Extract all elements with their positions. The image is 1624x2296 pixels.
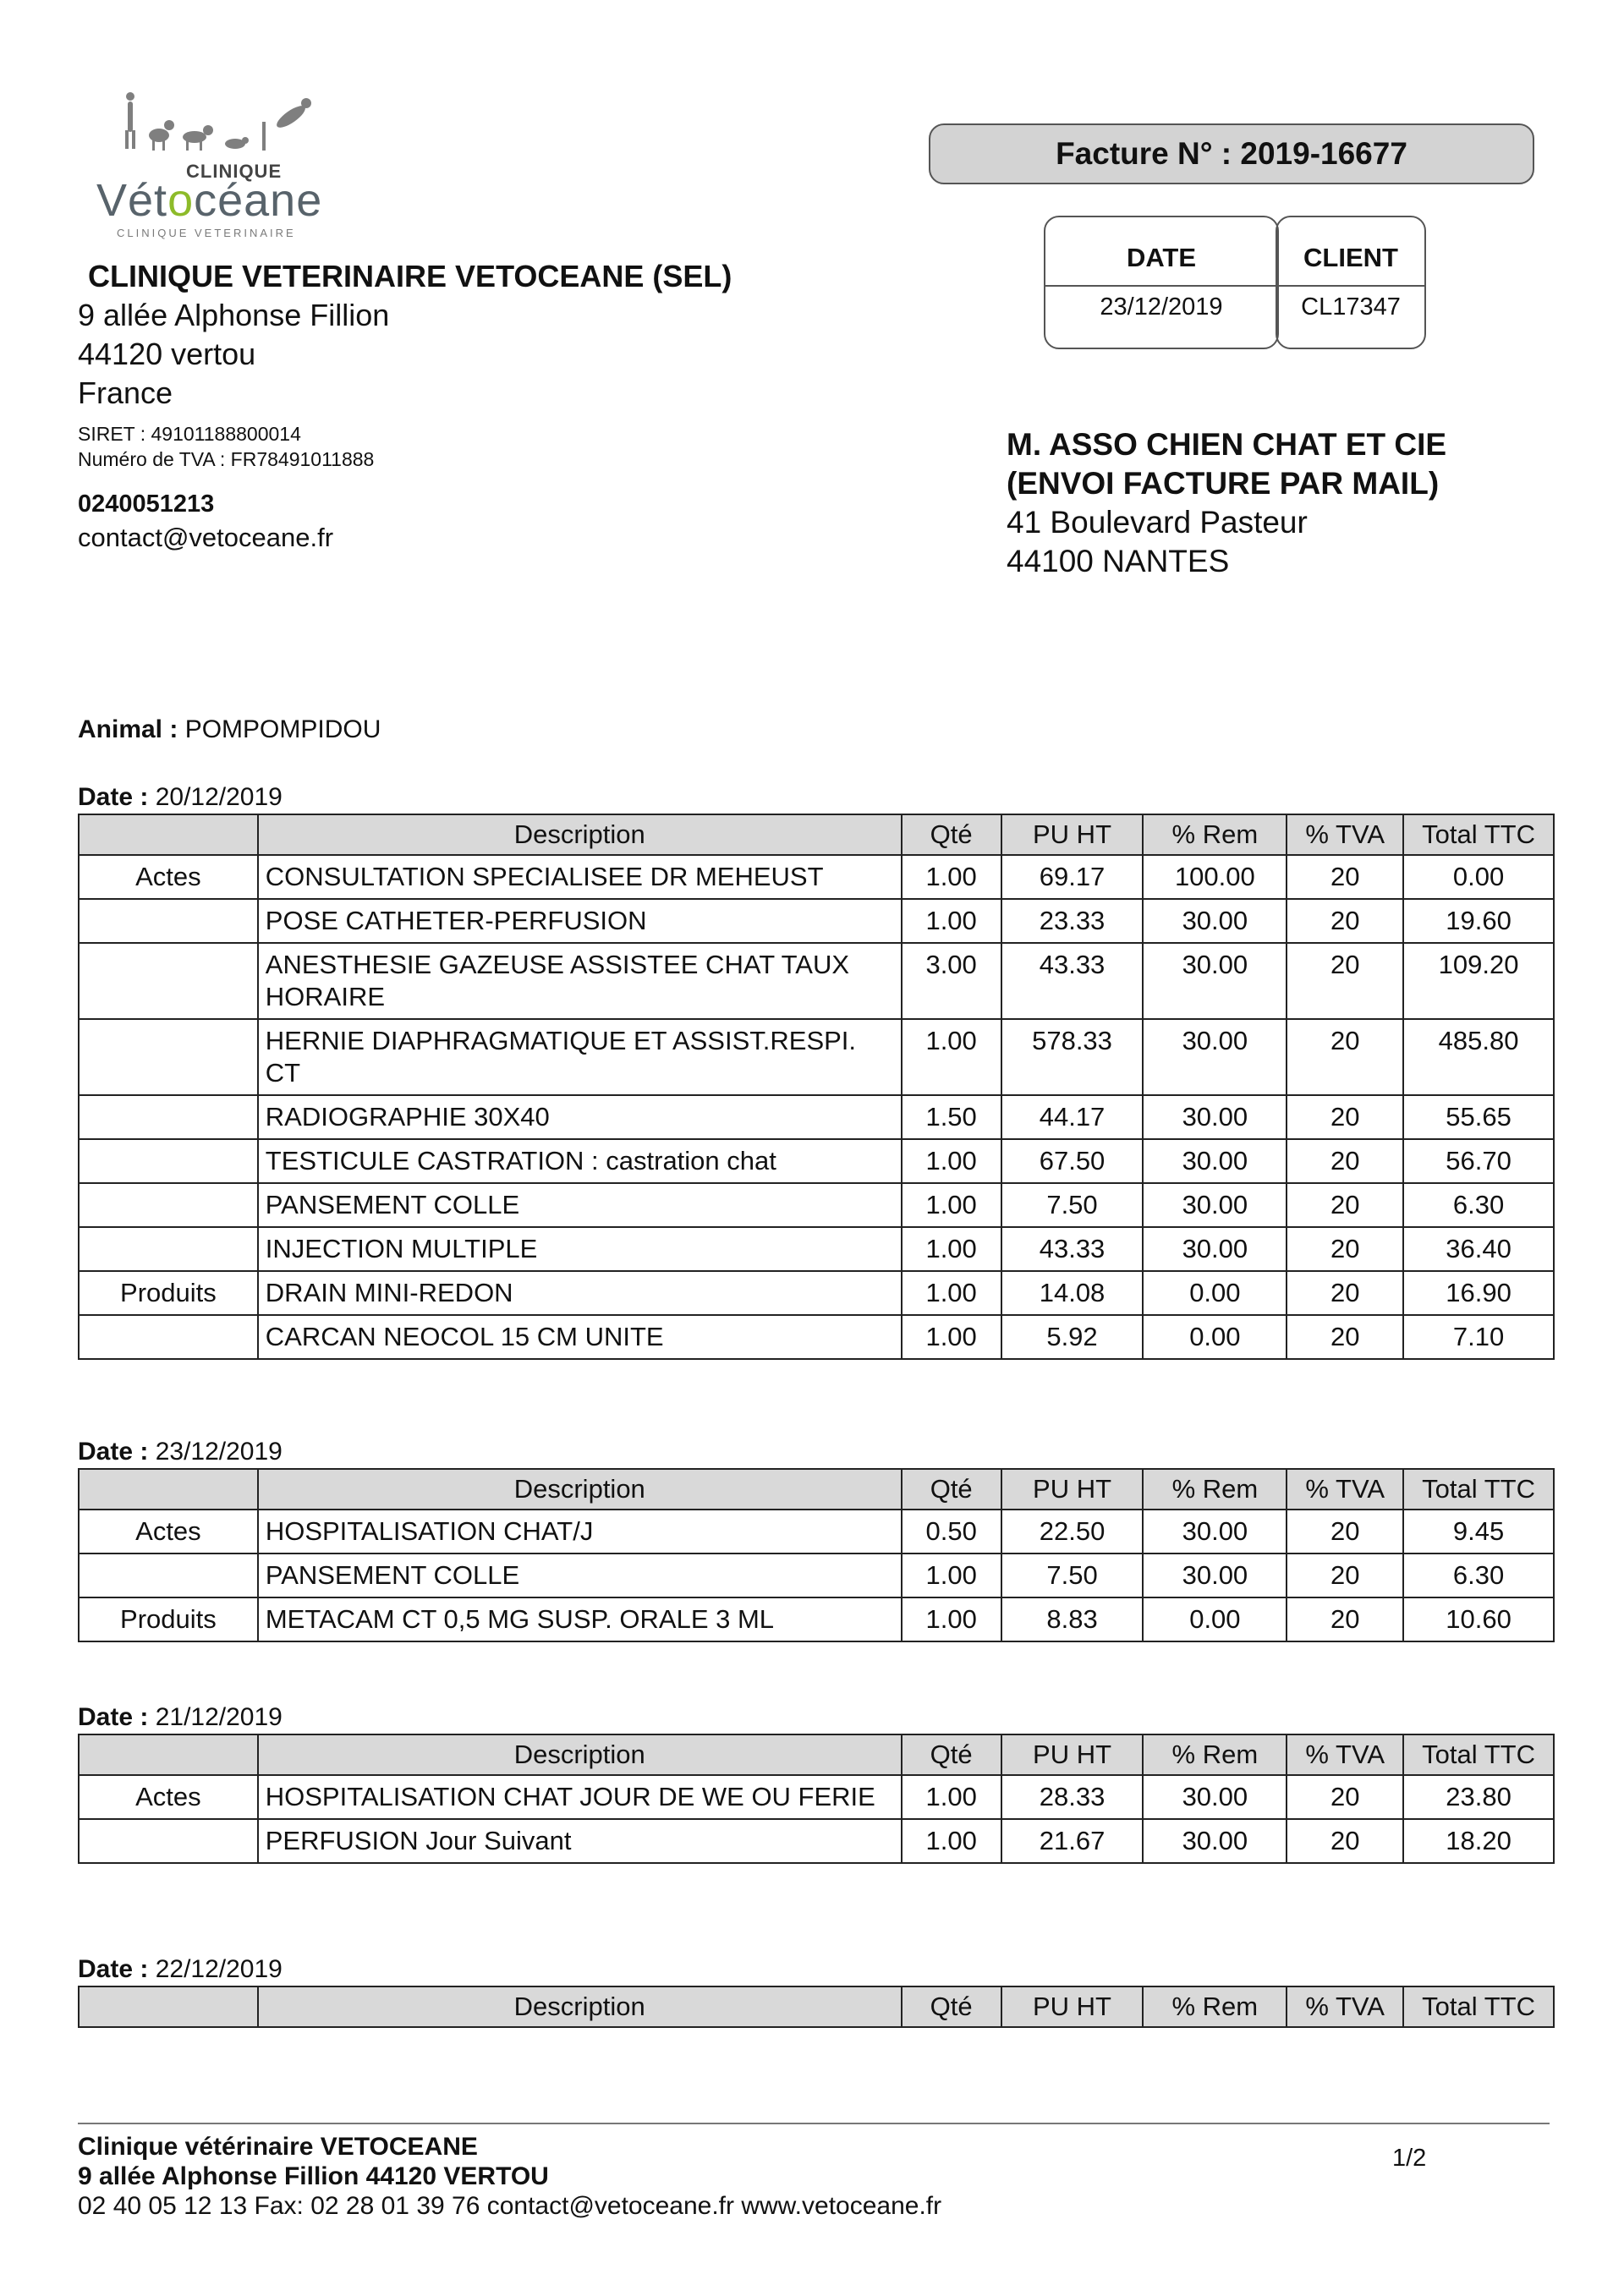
row-category: Actes [79, 1775, 258, 1819]
row-value: 1.50 [902, 1095, 1001, 1139]
section-date-line [78, 1438, 283, 1466]
clinic-address-line2: 44120 vertou [78, 337, 256, 371]
row-value: 56.70 [1403, 1139, 1554, 1183]
row-value: 69.17 [1001, 855, 1144, 899]
table-row [79, 1775, 1554, 1819]
row-value: 30.00 [1143, 1775, 1287, 1819]
logo-subtitle: CLINIQUE VETERINAIRE [117, 227, 296, 239]
row-value: 0.00 [1143, 1597, 1287, 1641]
row-category: Produits [79, 1271, 258, 1315]
column-header: Qté [902, 1986, 1001, 2027]
row-value: 30.00 [1143, 1139, 1287, 1183]
row-category [79, 1315, 258, 1359]
row-value: 20 [1287, 899, 1403, 943]
column-header: Qté [902, 814, 1001, 855]
row-value: 5.92 [1001, 1315, 1144, 1359]
section-date-value: 21/12/2019 [155, 1703, 283, 1731]
section-date-line [78, 1955, 283, 1984]
row-category: Actes [79, 855, 258, 899]
row-value: 43.33 [1001, 943, 1144, 1019]
row-category [79, 1227, 258, 1271]
row-value: 1.00 [902, 1775, 1001, 1819]
table-row [79, 899, 1554, 943]
row-category [79, 899, 258, 943]
column-header: % TVA [1287, 1986, 1403, 2027]
row-value: 1.00 [902, 855, 1001, 899]
invoice-table [78, 1734, 1555, 1864]
client-label: CLIENT [1303, 243, 1398, 272]
row-description: HOSPITALISATION CHAT JOUR DE WE OU FERIE [258, 1775, 902, 1819]
row-description: TESTICULE CASTRATION : castration chat [258, 1139, 902, 1183]
row-description: INJECTION MULTIPLE [258, 1227, 902, 1271]
table-header-row [79, 1734, 1554, 1775]
row-description: HOSPITALISATION CHAT/J [258, 1510, 902, 1553]
row-description: ANESTHESIE GAZEUSE ASSISTEE CHAT TAUX HORAIRE [258, 943, 902, 1019]
header-category-cell [79, 1986, 258, 2027]
row-value: 23.33 [1001, 899, 1144, 943]
header-category-cell [79, 1734, 258, 1775]
date-value: 23/12/2019 [1100, 293, 1223, 321]
row-value: 30.00 [1143, 1183, 1287, 1227]
column-header: Description [258, 1469, 902, 1510]
row-description: RADIOGRAPHIE 30X40 [258, 1095, 902, 1139]
column-header: % Rem [1143, 1986, 1287, 2027]
invoice-client-box [1276, 216, 1426, 349]
row-value: 30.00 [1143, 1553, 1287, 1597]
table-header-row [79, 1986, 1554, 2027]
row-value: 28.33 [1001, 1775, 1144, 1819]
footer-contact: 02 40 05 12 13 Fax: 02 28 01 39 76 contact@vetoceane.fr www.vetoceane.fr [78, 2192, 942, 2220]
row-value: 20 [1287, 1095, 1403, 1139]
row-category [79, 1095, 258, 1139]
row-value: 1.00 [902, 1271, 1001, 1315]
row-value: 1.00 [902, 1597, 1001, 1641]
invoice-date-box [1044, 216, 1279, 349]
row-description: POSE CATHETER-PERFUSION [258, 899, 902, 943]
column-header: % TVA [1287, 1469, 1403, 1510]
section-date-label: Date : [78, 783, 149, 811]
invoice-number-header: Facture N° : 2019-16677 [929, 123, 1534, 184]
row-description: METACAM CT 0,5 MG SUSP. ORALE 3 ML [258, 1597, 902, 1641]
column-header: Total TTC [1403, 1734, 1554, 1775]
animal-line [78, 715, 381, 744]
column-header: % Rem [1143, 814, 1287, 855]
row-value: 43.33 [1001, 1227, 1144, 1271]
row-value: 19.60 [1403, 899, 1554, 943]
column-header: Total TTC [1403, 1986, 1554, 2027]
footer-address: 9 allée Alphonse Fillion 44120 VERTOU [78, 2162, 549, 2190]
client-separator [1277, 285, 1424, 287]
animal-label: Animal : [78, 715, 178, 743]
row-value: 7.10 [1403, 1315, 1554, 1359]
row-value: 10.60 [1403, 1597, 1554, 1641]
column-header: Description [258, 814, 902, 855]
column-header: % Rem [1143, 1469, 1287, 1510]
header-category-cell [79, 814, 258, 855]
row-value: 485.80 [1403, 1019, 1554, 1095]
column-header: Total TTC [1403, 814, 1554, 855]
row-value: 20 [1287, 1019, 1403, 1095]
column-header: PU HT [1001, 1734, 1144, 1775]
row-category: Actes [79, 1510, 258, 1553]
row-value: 1.00 [902, 1315, 1001, 1359]
row-value: 67.50 [1001, 1139, 1144, 1183]
table-row [79, 1139, 1554, 1183]
recipient-note: (ENVOI FACTURE PAR MAIL) [1007, 466, 1440, 501]
table-row [79, 1019, 1554, 1095]
clinic-country: France [78, 375, 173, 410]
row-value: 21.67 [1001, 1819, 1144, 1863]
row-description: PANSEMENT COLLE [258, 1183, 902, 1227]
invoice-table [78, 814, 1555, 1360]
row-category [79, 943, 258, 1019]
table-row [79, 1597, 1554, 1641]
row-value: 18.20 [1403, 1819, 1554, 1863]
row-value: 14.08 [1001, 1271, 1144, 1315]
row-value: 20 [1287, 855, 1403, 899]
row-value: 20 [1287, 1315, 1403, 1359]
row-value: 100.00 [1143, 855, 1287, 899]
row-value: 30.00 [1143, 1227, 1287, 1271]
table-row [79, 1819, 1554, 1863]
section-date-line [78, 783, 283, 812]
logo-brand [96, 174, 322, 227]
row-value: 30.00 [1143, 899, 1287, 943]
row-value: 30.00 [1143, 1095, 1287, 1139]
row-value: 30.00 [1143, 1819, 1287, 1863]
row-value: 0.00 [1403, 855, 1554, 899]
column-header: Qté [902, 1469, 1001, 1510]
column-header: Description [258, 1734, 902, 1775]
column-header: PU HT [1001, 814, 1144, 855]
section-date-line [78, 1703, 283, 1732]
table-row [79, 1315, 1554, 1359]
row-value: 9.45 [1403, 1510, 1554, 1553]
clinic-address-line1: 9 allée Alphonse Fillion [78, 298, 390, 332]
date-label: DATE [1126, 243, 1197, 272]
table-header-row [79, 814, 1554, 855]
column-header: % TVA [1287, 1734, 1403, 1775]
row-value: 6.30 [1403, 1553, 1554, 1597]
column-header: % Rem [1143, 1734, 1287, 1775]
table-row [79, 1095, 1554, 1139]
row-value: 3.00 [902, 943, 1001, 1019]
row-value: 8.83 [1001, 1597, 1144, 1641]
row-value: 6.30 [1403, 1183, 1554, 1227]
row-value: 44.17 [1001, 1095, 1144, 1139]
logo-brand-part1: Vét [96, 175, 168, 226]
animals-silhouette-icon [120, 91, 323, 159]
section-date-value: 20/12/2019 [155, 783, 283, 811]
clinic-siret: SIRET : 49101188800014 [78, 423, 301, 445]
row-value: 578.33 [1001, 1019, 1144, 1095]
footer-clinic-name: Clinique vétérinaire VETOCEANE [78, 2133, 478, 2161]
invoice-table [78, 1468, 1555, 1642]
table-header-row [79, 1469, 1554, 1510]
row-value: 30.00 [1143, 943, 1287, 1019]
logo-brand-part3: céane [194, 175, 323, 226]
column-header: Description [258, 1986, 902, 2027]
row-description: PANSEMENT COLLE [258, 1553, 902, 1597]
row-value: 20 [1287, 1510, 1403, 1553]
table-row [79, 1183, 1554, 1227]
section-date-value: 23/12/2019 [155, 1438, 283, 1466]
row-description: DRAIN MINI-REDON [258, 1271, 902, 1315]
row-value: 7.50 [1001, 1553, 1144, 1597]
row-value: 55.65 [1403, 1095, 1554, 1139]
row-value: 1.00 [902, 899, 1001, 943]
column-header: PU HT [1001, 1986, 1144, 2027]
table-row [79, 1271, 1554, 1315]
section-date-value: 22/12/2019 [155, 1955, 283, 1983]
row-category [79, 1819, 258, 1863]
section-date-label: Date : [78, 1438, 149, 1466]
row-value: 20 [1287, 1819, 1403, 1863]
recipient-city: 44100 NANTES [1007, 544, 1230, 578]
column-header: % TVA [1287, 814, 1403, 855]
row-value: 0.00 [1143, 1271, 1287, 1315]
clinic-name: CLINIQUE VETERINAIRE VETOCEANE (SEL) [88, 259, 732, 293]
row-value: 1.00 [902, 1227, 1001, 1271]
row-value: 22.50 [1001, 1510, 1144, 1553]
row-value: 20 [1287, 1183, 1403, 1227]
row-category [79, 1019, 258, 1095]
row-value: 16.90 [1403, 1271, 1554, 1315]
row-description: CARCAN NEOCOL 15 CM UNITE [258, 1315, 902, 1359]
row-value: 1.00 [902, 1019, 1001, 1095]
row-value: 20 [1287, 1597, 1403, 1641]
row-value: 30.00 [1143, 1019, 1287, 1095]
row-category [79, 1139, 258, 1183]
section-date-label: Date : [78, 1955, 149, 1983]
row-value: 20 [1287, 1227, 1403, 1271]
row-description: HERNIE DIAPHRAGMATIQUE ET ASSIST.RESPI. CT [258, 1019, 902, 1095]
row-value: 30.00 [1143, 1510, 1287, 1553]
row-category [79, 1183, 258, 1227]
logo-brand-part2: o [167, 175, 195, 226]
clinic-logo [78, 91, 332, 244]
row-description: CONSULTATION SPECIALISEE DR MEHEUST [258, 855, 902, 899]
row-value: 20 [1287, 1271, 1403, 1315]
row-category [79, 1553, 258, 1597]
column-header: Total TTC [1403, 1469, 1554, 1510]
section-date-label: Date : [78, 1703, 149, 1731]
clinic-tva-number: Numéro de TVA : FR78491011888 [78, 448, 375, 470]
recipient-street: 41 Boulevard Pasteur [1007, 505, 1308, 540]
row-value: 0.00 [1143, 1315, 1287, 1359]
column-header: PU HT [1001, 1469, 1144, 1510]
row-value: 20 [1287, 943, 1403, 1019]
row-value: 7.50 [1001, 1183, 1144, 1227]
header-category-cell [79, 1469, 258, 1510]
row-value: 20 [1287, 1775, 1403, 1819]
animal-name: POMPOMPIDOU [184, 715, 381, 743]
row-value: 20 [1287, 1553, 1403, 1597]
table-row [79, 1553, 1554, 1597]
row-value: 36.40 [1403, 1227, 1554, 1271]
recipient-name: M. ASSO CHIEN CHAT ET CIE [1007, 427, 1447, 462]
row-value: 0.50 [902, 1510, 1001, 1553]
row-value: 23.80 [1403, 1775, 1554, 1819]
table-row [79, 1510, 1554, 1553]
row-value: 1.00 [902, 1139, 1001, 1183]
invoice-table [78, 1986, 1555, 2028]
table-row [79, 855, 1554, 899]
table-row [79, 1227, 1554, 1271]
row-value: 1.00 [902, 1819, 1001, 1863]
row-description: PERFUSION Jour Suivant [258, 1819, 902, 1863]
row-value: 109.20 [1403, 943, 1554, 1019]
table-row [79, 943, 1554, 1019]
footer-divider [78, 2123, 1550, 2124]
row-value: 1.00 [902, 1183, 1001, 1227]
row-value: 20 [1287, 1139, 1403, 1183]
row-category: Produits [79, 1597, 258, 1641]
page-number: 1/2 [1392, 2145, 1427, 2172]
clinic-email: contact@vetoceane.fr [78, 523, 334, 552]
client-value: CL17347 [1301, 293, 1401, 321]
column-header: Qté [902, 1734, 1001, 1775]
row-value: 1.00 [902, 1553, 1001, 1597]
clinic-phone: 0240051213 [78, 490, 215, 518]
date-separator [1045, 285, 1277, 287]
logo-clinique-text: CLINIQUE [186, 161, 283, 182]
